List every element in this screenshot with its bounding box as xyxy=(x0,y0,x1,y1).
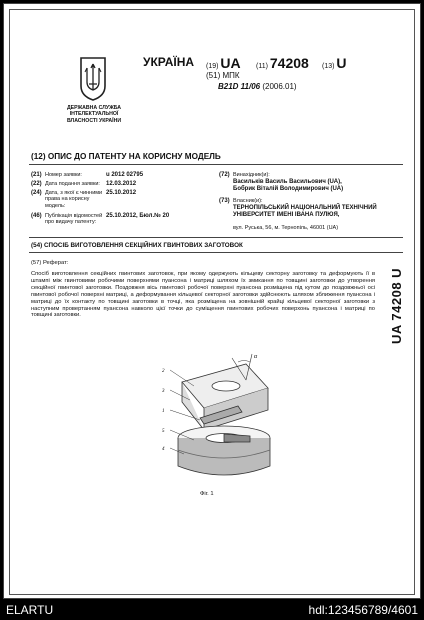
viewer-status-bar xyxy=(0,600,424,620)
divider xyxy=(29,164,403,165)
divider xyxy=(29,237,403,238)
figure-label: α xyxy=(254,354,258,360)
biblio-publication: (46) Публікація відомостей про видачу патенту: 25.10.2012, Бюл.№ 20 xyxy=(31,213,170,226)
figure-label: 5 xyxy=(162,429,165,434)
inventor-1: Васильків Василь Васильович (UA), xyxy=(233,179,342,185)
patent-page xyxy=(3,3,421,599)
figure-label: 4 xyxy=(162,447,165,452)
figure-1-labels xyxy=(154,350,284,490)
biblio-inventors: (72) Винахідник(и): Васильків Василь Васильович (UA), Бобрик Віталій Володимирович (UA) xyxy=(219,172,399,194)
figure-caption: Фіг. 1 xyxy=(200,491,214,497)
invention-title: (54) СПОСІБ ВИГОТОВЛЕННЯ СЕКЦІЙНИХ ГВИНТОВИХ ЗАГОТОВОК xyxy=(31,242,243,249)
agency-name: ДЕРЖАВНА СЛУЖБА ІНТЕЛЕКТУАЛЬНОЇ ВЛАСНОСТІ УКРАЇНИ xyxy=(66,105,122,124)
coat-of-arms-icon xyxy=(79,56,107,102)
document-title: (12) ОПИС ДО ПАТЕНТУ НА КОРИСНУ МОДЕЛЬ xyxy=(31,152,221,161)
country-code: UA xyxy=(220,55,241,71)
kind-code: U xyxy=(336,55,347,71)
code-19: (19) UA xyxy=(206,55,241,71)
biblio-application-number: (21) Номер заявки: u 2012 02795 xyxy=(31,172,144,178)
figure-label: 1 xyxy=(162,409,165,414)
code-13: (13) U xyxy=(322,55,347,71)
biblio-rights-date: (24) Дата, з якої є чинними права на корисну модель: 25.10.2012 xyxy=(31,190,137,209)
ipc-label: (51) МПК xyxy=(206,71,240,80)
biblio-filing-date: (22) Дата подання заявки: 12.03.2012 xyxy=(31,181,137,187)
abstract-label: (57) Реферат: xyxy=(31,260,69,266)
figure-label: 2 xyxy=(162,369,165,374)
code-11: (11) 74208 xyxy=(256,55,309,71)
abstract-text: Спосіб виготовлення секційних гвинтових заготовок, при якому одержують кільцеву секторну заготовку та деформують її в штампі між гвинтовими робочими поверхнями пуансона і матриці шляхом їх змикання по товщині заготовки до утворення секційної гвинтової заготовки. Поздовжня вісь гвинтової робочої поверхні пуансона розміщена під кутом до поздовжньої осі гвинтової робочої поверхні матриці, а деформування кільцевої секторної заготовки здійснюють шляхом зближення пуансона і матриці до їх контакту по товщині заготовки в точці, яка розміщена на зовнішній крайці кільцевої секторної заготовки з наступним провертанням пуансона навколо цієї точки до суміщення гвинтових робочих поверхонь пуансона і матриці по товщині заготовки. xyxy=(31,271,375,319)
divider xyxy=(29,252,403,253)
country-name: УКРАЇНА xyxy=(143,55,195,69)
side-patent-id: UA 74208 U xyxy=(389,267,404,344)
owner-address: вул. Руська, 56, м. Тернопіль, 46001 (UA) xyxy=(233,225,339,231)
repository-name: ELARTU xyxy=(6,603,54,617)
patent-number: 74208 xyxy=(269,55,309,71)
owner-name: ТЕРНОПІЛЬСЬКИЙ НАЦІОНАЛЬНИЙ ТЕХНІЧНИЙ УНІВЕРСИТЕТ ІМЕНІ ІВАНА ПУЛЮЯ, xyxy=(233,205,377,218)
inventor-2: Бобрик Віталій Володимирович (UA) xyxy=(233,186,344,192)
ipc-class: B21D 11/06 (2006.01) xyxy=(218,82,297,91)
biblio-owner: (73) Власник(и): ТЕРНОПІЛЬСЬКИЙ НАЦІОНАЛЬНИЙ ТЕХНІЧНИЙ УНІВЕРСИТЕТ ІМЕНІ ІВАНА ПУЛЮЯ, вул. Руська, 56, м. Тернопіль, 46001 (UA) xyxy=(219,198,399,234)
handle-identifier: hdl:123456789/4601 xyxy=(308,603,418,617)
figure-label: 3 xyxy=(162,389,165,394)
